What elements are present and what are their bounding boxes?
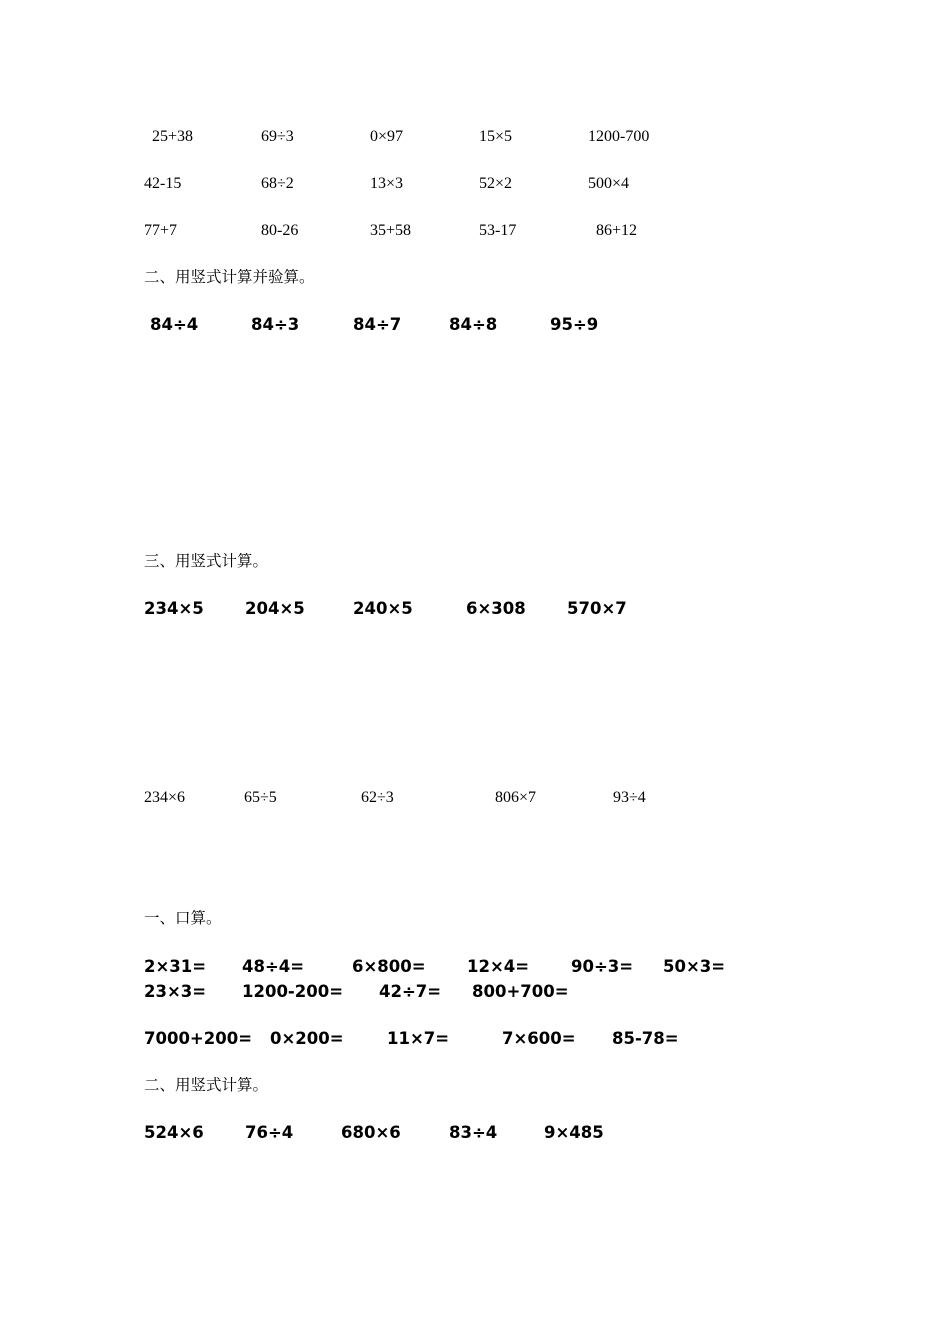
problem: 84÷8 [449, 315, 498, 334]
problem: 42-15 [144, 175, 182, 192]
problem: 234×6 [144, 789, 186, 806]
problem: 68÷2 [261, 175, 294, 192]
problem: 76÷4 [245, 1123, 294, 1142]
problem: 1200-700 [588, 128, 650, 145]
problem: 12×4= [467, 957, 530, 976]
problem: 800+700= [472, 982, 569, 1001]
problem: 680×6 [341, 1123, 401, 1142]
problem: 65÷5 [244, 789, 277, 806]
problem: 84÷4 [150, 315, 199, 334]
problem: 6×800= [352, 957, 426, 976]
problem: 2×31= [144, 957, 207, 976]
problem: 25+38 [152, 128, 194, 145]
section-heading: 二、用竖式计算。 [144, 1076, 269, 1094]
problem: 95÷9 [550, 315, 599, 334]
problem: 0×97 [370, 128, 404, 145]
problem: 80-26 [261, 222, 299, 239]
problem: 85-78= [612, 1029, 679, 1048]
problem: 77+7 [144, 222, 178, 239]
problem: 204×5 [245, 599, 305, 618]
problem: 9×485 [544, 1123, 604, 1142]
problem: 62÷3 [361, 789, 394, 806]
problem: 7×600= [502, 1029, 576, 1048]
problem: 234×5 [144, 599, 204, 618]
problem: 48÷4= [242, 957, 305, 976]
problem: 570×7 [567, 599, 627, 618]
problem: 23×3= [144, 982, 207, 1001]
problem: 52×2 [479, 175, 513, 192]
problem: 500×4 [588, 175, 630, 192]
problem: 15×5 [479, 128, 513, 145]
problem: 13×3 [370, 175, 404, 192]
section-heading: 三、用竖式计算。 [144, 552, 269, 570]
problem: 69÷3 [261, 128, 294, 145]
problem: 7000+200= [144, 1029, 253, 1048]
problem: 83÷4 [449, 1123, 498, 1142]
problem: 0×200= [270, 1029, 344, 1048]
problem: 53-17 [479, 222, 517, 239]
problem: 35+58 [370, 222, 412, 239]
problem: 86+12 [596, 222, 638, 239]
problem: 524×6 [144, 1123, 204, 1142]
problem: 240×5 [353, 599, 413, 618]
problem: 50×3= [663, 957, 726, 976]
section-heading: 一、口算。 [144, 909, 222, 927]
problem: 11×7= [387, 1029, 450, 1048]
problem: 93÷4 [613, 789, 646, 806]
section-heading: 二、用竖式计算并验算。 [144, 268, 315, 286]
problem: 1200-200= [242, 982, 344, 1001]
problem: 806×7 [495, 789, 537, 806]
problem: 90÷3= [571, 957, 634, 976]
problem: 6×308 [466, 599, 526, 618]
problem: 84÷3 [251, 315, 300, 334]
problem: 84÷7 [353, 315, 402, 334]
problem: 42÷7= [379, 982, 442, 1001]
